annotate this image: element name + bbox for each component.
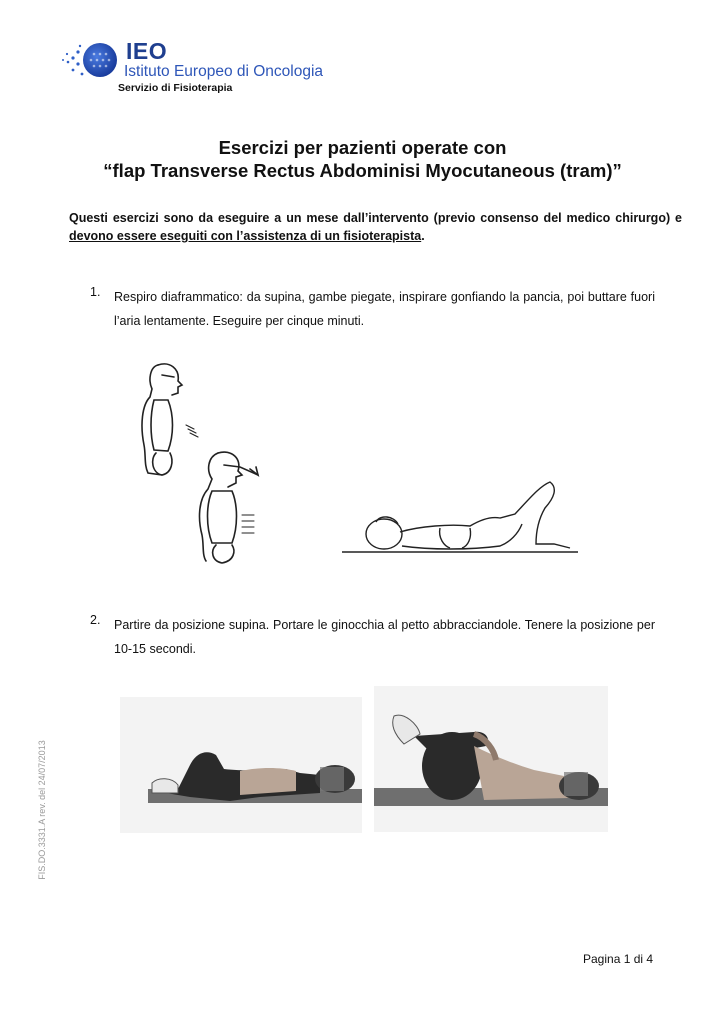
logo-full-name: Istituto Europeo di Oncologia bbox=[124, 63, 324, 80]
exercise-photo-start-position bbox=[120, 697, 362, 833]
logo-short-name: IEO bbox=[126, 38, 168, 64]
exercise-number: 1. bbox=[90, 285, 101, 299]
intro-text: Questi esercizi sono da eseguire a un mese dall’intervento (previo consenso del medico chirurgo) e bbox=[69, 211, 682, 225]
exercise-text: Respiro diaframmatico: da supina, gambe piegate, inspirare gonfiando la pancia, poi buttare fuori l’aria lentamente. Eseguire per cinque minuti. bbox=[114, 290, 655, 328]
document-title-line-1: Esercizi per pazienti operate con bbox=[218, 137, 507, 158]
document-title-line-2: “flap Transverse Rectus Abdominisi Myocutaneous (tram)” bbox=[103, 160, 622, 181]
ieo-globe-logo-icon bbox=[58, 38, 122, 86]
supine-knees-bent-illustration bbox=[340, 468, 580, 560]
page-number: Pagina 1 di 4 bbox=[583, 952, 654, 966]
exercise-text: Partire da posizione supina. Portare le ginocchia al petto abbracciandole. Tenere la posizione per 10-15 secondi. bbox=[114, 618, 655, 656]
intro-end: . bbox=[421, 229, 425, 243]
diaphragmatic-breathing-diagram bbox=[128, 355, 273, 565]
document-code: FIS.DO.3331.A rev. del 24/07/2013 bbox=[37, 740, 47, 880]
exercise-photo-knees-to-chest bbox=[374, 686, 608, 832]
department-label: Servizio di Fisioterapia bbox=[118, 82, 233, 94]
intro-paragraph bbox=[69, 209, 682, 245]
intro-underlined-text: devono essere eseguiti con l’assistenza di un fisioterapista bbox=[69, 229, 422, 243]
exercise-number: 2. bbox=[90, 613, 101, 627]
